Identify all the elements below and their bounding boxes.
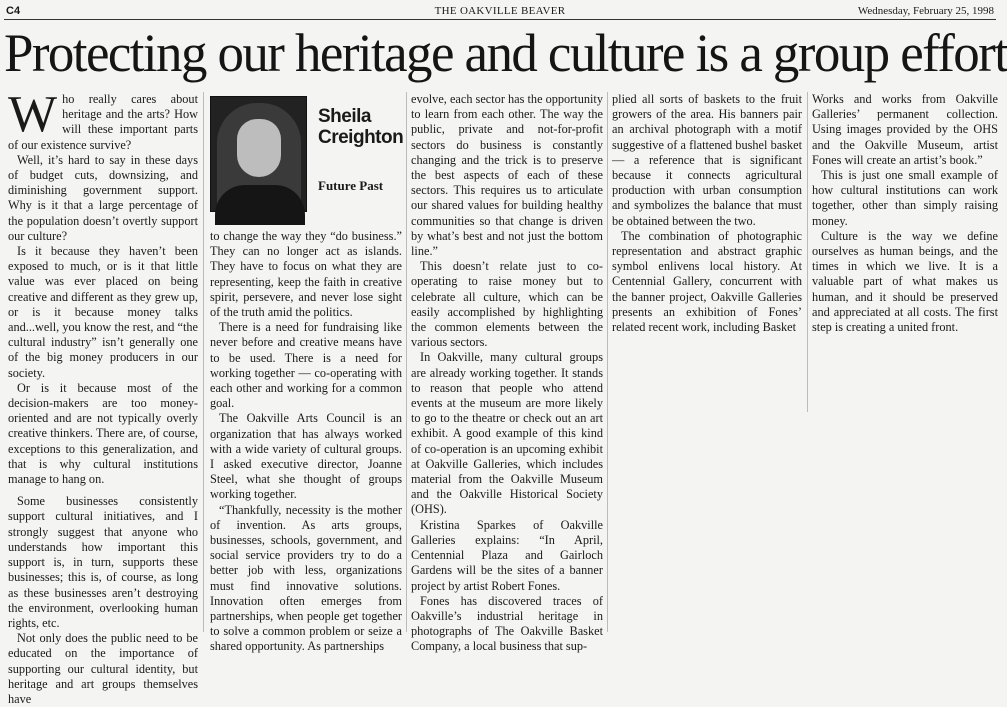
paragraph: Or is it because most of the decision-makers are too money-oriented and are not typically overly creative thinkers. There are, of course, exceptions to this generalization, and that is why cultural institutions manage to hang on. xyxy=(8,380,198,487)
drop-cap: W xyxy=(8,86,58,143)
paragraph: In Oakville, many cultural groups are already working together. It stands to reason that people who attend events at the museum are more likely to go to the theatre or check out an art exhibit. A good example of this kind of co-operation is an upcoming exhibit at Oakville Galleries, which includes material from the Oakville Museum and the Oakville Historical Society (OHS). xyxy=(411,350,603,517)
column-divider xyxy=(807,92,808,412)
article-column-2 xyxy=(210,92,404,654)
paragraph: Kristina Sparkes of Oakville Galleries explains: “In April, Centennial Plaza and Gairloch Gardens will be the sites of a banner project by artist Robert Fones. xyxy=(411,517,603,593)
article-column-5 xyxy=(812,92,998,402)
paragraph: Culture is the way we define ourselves as human beings, and the times in which we live. It is a valuable part of what makes us human, and it should be preserved and appreciated at all costs. The first step is creating a united front. xyxy=(812,228,998,335)
column-divider xyxy=(406,92,407,632)
paragraph: to change the way they “do business.” They can no longer act as islands. They have to focus on what they are representing, keep the faith in creative spirit, persevere, and never lose sight of the truth amid the politics. xyxy=(210,229,402,320)
paragraph-text: ho really cares about heritage and the arts? How will these important parts of our existence survive? xyxy=(8,92,198,152)
paragraph: This doesn’t relate just to co-operating to raise money but to celebrate all culture, which can be easily accomplished by highlighting the common elements between the various sectors. xyxy=(411,259,603,350)
columnist-photo xyxy=(210,96,307,212)
paragraph: The Oakville Arts Council is an organization that has always worked with a wide variety of cultural groups. I asked executive director, Joanne Steel, what she thought of groups working together. xyxy=(210,411,402,502)
article-column-1 xyxy=(8,86,198,706)
paragraph: There is a need for fundraising like never before and creative means have to be used. There is a need for working together — co-operating with each other and working for a common goal. xyxy=(210,320,402,411)
column-divider xyxy=(607,92,608,632)
column-title: Future Past xyxy=(318,178,384,193)
paragraph: Is it because they haven’t been exposed to much, or is it that little value was ever placed on being creative and different as they grew up, or is it because money talks and...well, you know the rest, and “the cultural industry” isn’t generally one of the big money producers in our society. xyxy=(8,244,198,380)
paragraph: Works and works from Oakville Galleries’ permanent collection. Using images provided by the OHS and the Oakville Museum, artist Fones will create an artist’s book.” xyxy=(812,92,998,167)
article-column-4 xyxy=(612,92,802,402)
paragraph: Fones has discovered traces of Oakville’s industrial heritage in photographs of The Oakville Basket Company, a local business that sup- xyxy=(411,593,603,654)
columnist-last-name: Creighton xyxy=(318,127,404,148)
column-divider xyxy=(203,92,204,632)
page-number: C4 xyxy=(6,5,21,17)
columnist-name xyxy=(318,106,403,148)
paragraph xyxy=(8,86,198,153)
columnist-first-name: Sheila xyxy=(318,106,371,127)
paragraph: plied all sorts of baskets to the fruit growers of the area. His banners pair an archival photograph with a motif suggestive of a flattened bushel basket — a reference that is significant because it connects agricultural production with urban consumption and symbolizes the balance that must be obtained between the two. xyxy=(612,92,802,228)
paragraph: The combination of photographic representation and abstract graphic symbol enlivens local history. At Centennial Gallery, concurrent with the banner project, Oakville Galleries presents an exhibition of Fones’ related recent work, including Basket xyxy=(612,228,802,335)
paragraph: “Thankfully, necessity is the mother of invention. As arts groups, businesses, schools, government, and social service providers try to do a better job with less, organizations must find innovative solutions. Innovation often emerges from partnerships, when people get together to solve a common problem or seize a shared opportunity. As partnerships xyxy=(210,502,402,654)
article-column-3 xyxy=(411,92,603,654)
paragraph: This is just one small example of how cultural institutions can work together, other than simply raising money. xyxy=(812,168,998,228)
newspaper-name: THE OAKVILLE BEAVER xyxy=(434,5,566,17)
columnist-byline xyxy=(210,92,402,217)
masthead xyxy=(0,0,1000,22)
paragraph: evolve, each sector has the opportunity to learn from each other. The way the public, private and not-for-profit sectors do business is constantly changing and the trick is to preserve the best aspects of each of these sectors. This requires us to articulate our shared values for building healthy communities so that change is driven by what’s best and not just the bottom line.” xyxy=(411,92,603,259)
paragraph: Some businesses consistently support cultural initiatives, and I strongly suggest that anyone who understands how important this support is, in turn, supports these businesses; this is, of course, as long as these businesses aren’t destroying the environment, overlooking human rights, etc. xyxy=(8,494,198,630)
paragraph: Well, it’s hard to say in these days of budget cuts, downsizing, and diminishing government support. Why is it that a large percentage of the population doesn’t overtly support our culture? xyxy=(8,152,198,243)
headline: Protecting our heritage and culture is a group effort xyxy=(4,23,1007,83)
issue-date: Wednesday, February 25, 1998 xyxy=(857,5,994,17)
paragraph: Not only does the public need to be educated on the importance of supporting our cultural identity, but heritage and art groups themselves have xyxy=(8,631,198,706)
